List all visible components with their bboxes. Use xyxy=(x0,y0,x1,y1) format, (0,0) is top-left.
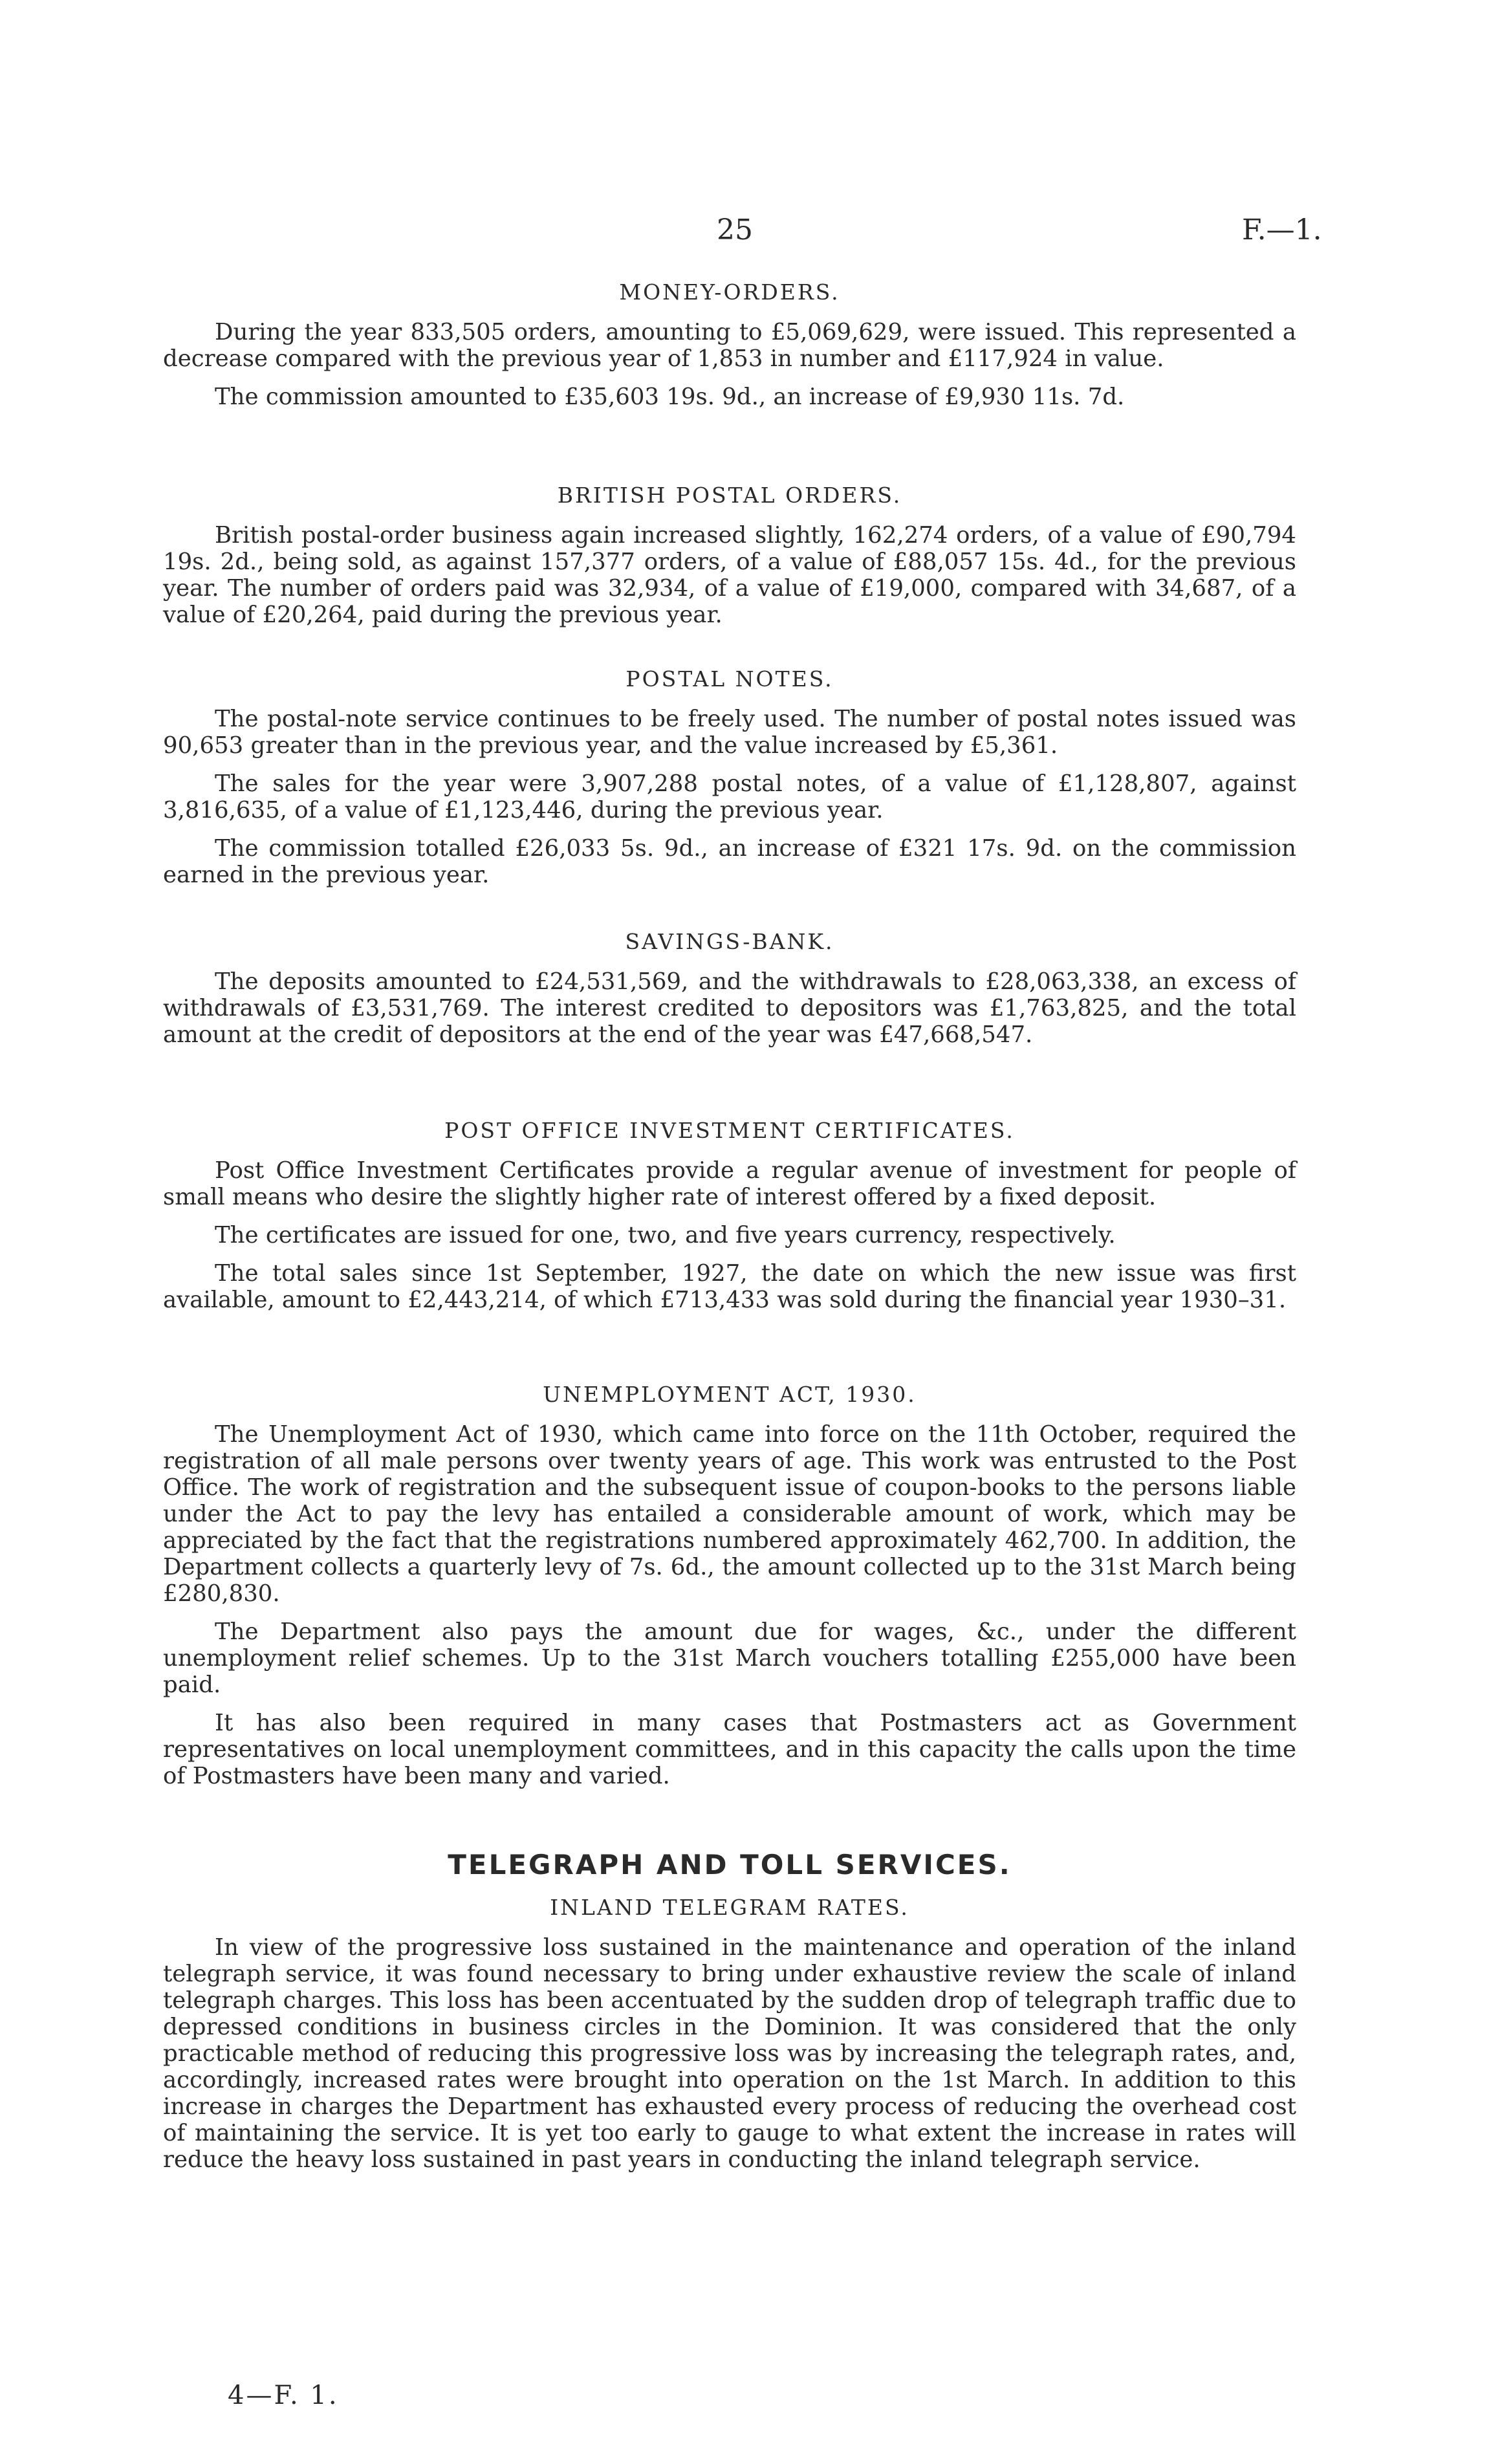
paragraph: It has also been required in many cases that Postmasters act as Government representatives on local unemployment committees, and in this capacity the calls upon the time of Postmasters have been many and varied. xyxy=(163,1710,1296,1789)
section-title: MONEY-ORDERS. xyxy=(619,279,840,305)
section-title: POSTAL NOTES. xyxy=(625,666,834,692)
paragraph: The Department also pays the amount due for wages, &c., under the different unemployment relief schemes. Up to the 31st March vouchers totalling £255,000 have been paid. xyxy=(163,1619,1296,1698)
section-money-orders xyxy=(163,279,1296,422)
paragraph: The total sales since 1st September, 1927, the date on which the new issue was first available, amount to £2,443,214, of which £713,433 was sold during the financial year 1930–31. xyxy=(163,1260,1296,1313)
section-telegraph-toll-services xyxy=(163,1849,1296,2185)
document-reference: F.—1. xyxy=(1242,213,1322,246)
section-british-postal-orders xyxy=(163,483,1296,640)
section-postal-notes xyxy=(163,666,1296,900)
section-unemployment-act xyxy=(163,1382,1296,1801)
paragraph: The commission totalled £26,033 5s. 9d., an increase of £321 17s. 9d. on the commission earned in the previous year. xyxy=(163,835,1296,888)
paragraph: The commission amounted to £35,603 19s. 9d., an increase of £9,930 11s. 7d. xyxy=(215,384,1125,410)
paragraph: The deposits amounted to £24,531,569, and the withdrawals to £28,063,338, an excess of withdrawals of £3,531,769. The interest credited to depositors was £1,763,825, and the total amount at the credit of depositors at the end of the year was £47,668,547. xyxy=(163,968,1296,1048)
paragraph: During the year 833,505 orders, amounting to £5,069,629, were issued. This represented a decrease compared with the previous year of 1,853 in number and £117,924 in value. xyxy=(163,319,1296,372)
section-title: INLAND TELEGRAM RATES. xyxy=(550,1895,909,1920)
main-section-title: TELEGRAPH AND TOLL SERVICES. xyxy=(448,1849,1012,1881)
section-investment-certificates xyxy=(163,1118,1296,1325)
signature-mark: 4—F. 1. xyxy=(228,2381,339,2410)
section-title: SAVINGS-BANK. xyxy=(625,929,834,954)
paragraph: The sales for the year were 3,907,288 postal notes, of a value of £1,128,807, against 3,816,635, of a value of £1,123,446, during the previous year. xyxy=(163,770,1296,823)
paragraph: The postal-note service continues to be freely used. The number of postal notes issued was 90,653 greater than in the previous year, and the value increased by £5,361. xyxy=(163,706,1296,759)
page-number: 25 xyxy=(717,213,753,246)
paragraph: The certificates are issued for one, two, and five years currency, respectively. xyxy=(215,1222,1116,1248)
section-title: BRITISH POSTAL ORDERS. xyxy=(557,483,902,508)
paragraph: In view of the progressive loss sustained in the maintenance and operation of the inland telegraph service, it was found necessary to bring under exhaustive review the scale of inland telegraph charges. This loss has been accentuated by the sudden drop of telegraph traffic due to depressed conditions in business circles in the Dominion. It was considered that the only practicable method of reducing this progressive loss was by increasing the telegraph rates, and, accordingly, increased rates were brought into operation on the 1st March. In addition to this increase in charges the Department has exhausted every process of reducing the overhead cost of maintaining the service. It is yet too early to gauge to what extent the increase in rates will reduce the heavy loss sustained in past years in conducting the inland telegraph service. xyxy=(163,1934,1296,2173)
section-title: UNEMPLOYMENT ACT, 1930. xyxy=(543,1382,917,1407)
section-title: POST OFFICE INVESTMENT CERTIFICATES. xyxy=(444,1118,1015,1143)
section-savings-bank xyxy=(163,929,1296,1060)
paragraph: British postal-order business again increased slightly, 162,274 orders, of a value of £90,794 19s. 2d., being sold, as against 157,377 orders, of a value of £88,057 15s. 4d., for the previous year. The number of orders paid was 32,934, of a value of £19,000, compared with 34,687, of a value of £20,264, paid during the previous year. xyxy=(163,522,1296,628)
paragraph: The Unemployment Act of 1930, which came into force on the 11th October, required the registration of all male persons over twenty years of age. This work was entrusted to the Post Office. The work of registration and the subsequent issue of coupon-books to the persons liable under the Act to pay the levy has entailed a considerable amount of work, which may be appreciated by the fact that the registrations numbered approximately 462,700. In addition, the Department collects a quarterly levy of 7s. 6d., the amount collected up to the 31st March being £280,830. xyxy=(163,1421,1296,1607)
paragraph: Post Office Investment Certificates provide a regular avenue of investment for people of small means who desire the slightly higher rate of interest offered by a fixed deposit. xyxy=(163,1157,1296,1210)
